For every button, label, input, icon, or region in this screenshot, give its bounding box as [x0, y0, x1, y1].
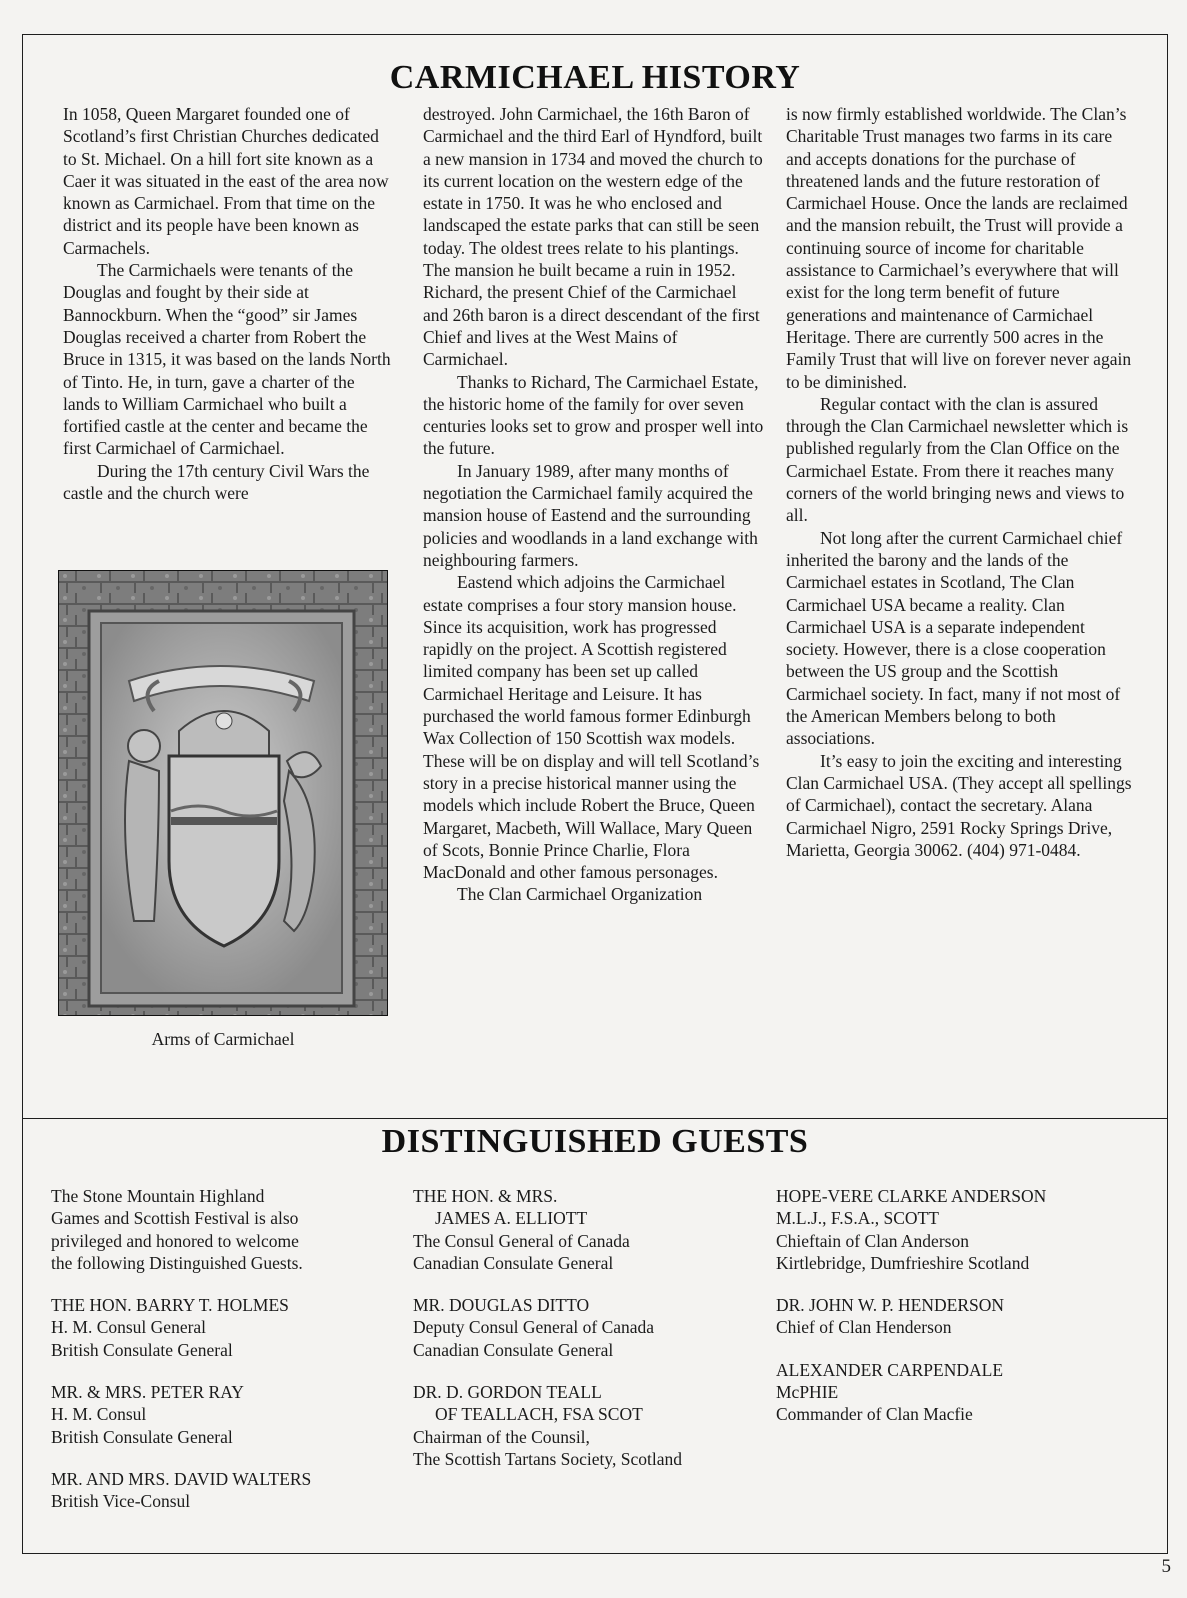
guest-line: McPHIE [776, 1382, 839, 1403]
section-divider [23, 1118, 1167, 1119]
history-column-1 [63, 103, 391, 504]
section-title-guests: DISTINGUISHED GUESTS [381, 1123, 809, 1160]
paragraph: Eastend which adjoins the Carmichael estate comprises a four story mansion house. Since its acquisition, work has progressed rapidly on the project. A Scottish registered limited company has been set up called Carmichael Heritage and Leisure. It has purchased the world famous former Edinburgh Wax Collection of 150 Scottish wax models. These will be on display and will tell Scotland’s story in a precise historical manner using the models which include Robert the Bruce, Queen Margaret, Macbeth, Will Wallace, Mary Queen of Scots, Bonnie Prince Charlie, Flora MacDonald and other famous personages. [423, 572, 760, 883]
guest-entry [776, 1294, 1146, 1339]
guest-line: Chairman of the Counsil, [413, 1426, 590, 1447]
guest-entry [413, 1381, 758, 1470]
guest-entry [413, 1185, 758, 1274]
guest-line: Commander of Clan Macfie [776, 1404, 973, 1425]
guest-line: The Scottish Tartans Society, Scotland [413, 1448, 683, 1469]
guests-column-2 [413, 1185, 758, 1490]
history-column-2 [423, 103, 765, 906]
paragraph: During the 17th century Civil Wars the castle and the church were [63, 460, 370, 504]
guest-line: HOPE-VERE CLARKE ANDERSON [776, 1186, 1047, 1206]
guest-line: DR. JOHN W. P. HENDERSON [776, 1295, 1005, 1316]
paragraph: Thanks to Richard, The Carmichael Estate, the historic home of the family for over seven centuries looks set to grow and prosper well into the future. [423, 371, 764, 459]
guest-entry [413, 1294, 758, 1361]
guest-line: DR. D. GORDON TEALL [413, 1382, 602, 1403]
guest-line: British Consulate General [51, 1426, 233, 1447]
guest-line: JAMES A. ELLIOTT [435, 1208, 588, 1229]
guest-entry [776, 1359, 1146, 1426]
paragraph: In January 1989, after many months of negotiation the Carmichael family acquired the mansion house of Eastend and the surrounding policies and woodlands in a land exchange with neighbouring farmers. [423, 460, 758, 570]
paragraph: Regular contact with the clan is assured through the Clan Carmichael newsletter which is published regularly from the Clan Office on the Carmichael Estate. From there it reaches many corners of the world bringing news and views to all. [786, 393, 1129, 526]
history-column-3 [786, 103, 1138, 861]
paragraph: destroyed. John Carmichael, the 16th Baron of Carmichael and the third Earl of Hyndford, built a new mansion in 1734 and moved the church to its current location on the western edge of the estate in 1750. It was he who enclosed and landscaped the estate parks that can still be seen today. The oldest trees relate to his plantings. The mansion he built became a ruin in 1952. Richard, the present Chief of the Carmichael and 26th baron is a direct descendant of the first Chief and lives at the West Mains of Carmichael. [423, 104, 763, 370]
page-number: 5 [1161, 1556, 1171, 1577]
paragraph: The Carmichaels were tenants of the Douglas and fought by their side at Bannockburn. When the “good” sir James Douglas received a charter from Robert the Bruce in 1315, it was based on the lands North of Tinto. He, in turn, gave a charter of the lands to William Carmichael who built a fortified castle at the center and became the first Carmichael of Carmichael. [63, 260, 391, 459]
guest-line: H. M. Consul General [51, 1317, 207, 1338]
guest-line: Games and Scottish Festival is also [51, 1208, 299, 1229]
arms-of-carmichael-photo [58, 570, 388, 1016]
guest-line: MR. AND MRS. DAVID WALTERS [51, 1468, 312, 1489]
guest-line: THE HON. & MRS. [413, 1186, 558, 1206]
guest-line: Chief of Clan Henderson [776, 1317, 952, 1338]
guest-line: OF TEALLACH, FSA SCOT [435, 1404, 643, 1425]
guest-line: THE HON. BARRY T. HOLMES [51, 1295, 289, 1316]
guest-entry [51, 1381, 381, 1448]
photo-caption: Arms of Carmichael [151, 1029, 295, 1049]
guest-line: M.L.J., F.S.A., SCOTT [776, 1208, 939, 1229]
guest-entry [51, 1185, 381, 1274]
page-frame [22, 34, 1168, 1554]
guest-line: Canadian Consulate General [413, 1339, 614, 1360]
guest-line: British Vice-Consul [51, 1491, 191, 1512]
section-title-history: CARMICHAEL HISTORY [389, 59, 801, 96]
guest-line: MR. & MRS. PETER RAY [51, 1382, 244, 1403]
paragraph: The Clan Carmichael Organization [457, 884, 703, 905]
guest-line: ALEXANDER CARPENDALE [776, 1359, 1004, 1380]
guest-line: MR. DOUGLAS DITTO [413, 1295, 590, 1316]
guests-column-1 [51, 1185, 381, 1533]
guest-entry [776, 1185, 1146, 1274]
guest-line: The Consul General of Canada [413, 1230, 630, 1251]
guest-line: H. M. Consul [51, 1404, 147, 1425]
guest-entry [51, 1468, 381, 1513]
guest-line: British Consulate General [51, 1339, 233, 1360]
guest-line: The Stone Mountain Highland [51, 1186, 265, 1206]
guest-line: Deputy Consul General of Canada [413, 1317, 655, 1338]
guest-line: Canadian Consulate General [413, 1252, 614, 1273]
guest-line: Kirtlebridge, Dumfrieshire Scotland [776, 1252, 1030, 1273]
guest-line: Chieftain of Clan Anderson [776, 1230, 969, 1251]
guests-column-3 [776, 1185, 1146, 1446]
paragraph: is now firmly established worldwide. The Clan’s Charitable Trust manages two farms in its care and accepts donations for the purchase of threatened lands and the future restoration of Carmichael House. Once the lands are reclaimed and the mansion rebuilt, the Trust will provide a continuing source of income for charitable assistance to Carmichael’s everywhere that will exist for the long term benefit of future generations and maintenance of Carmichael Heritage. There are currently 500 acres in the Family Trust that will live on forever never again to be diminished. [786, 104, 1132, 392]
guest-line: privileged and honored to welcome [51, 1230, 299, 1251]
paragraph: It’s easy to join the exciting and interesting Clan Carmichael USA. (They accept all spellings of Carmichael), contact the secretary. Alana Carmichael Nigro, 2591 Rocky Springs Drive, Marietta, Georgia 30062. (404) 971-0484. [786, 750, 1132, 860]
paragraph: In 1058, Queen Margaret founded one of Scotland’s first Christian Churches dedicated to St. Michael. On a hill fort site known as a Caer it was situated in the east of the area now known as Carmichael. From that time on the district and its people have been known as Carmachels. [63, 104, 389, 258]
guest-entry [51, 1294, 381, 1361]
paragraph: Not long after the current Carmichael chief inherited the barony and the lands of the Carmichael estates in Scotland, The Clan Carmichael USA became a reality. Clan Carmichael USA is a separate independent society. However, there is a close cooperation between the US group and the Scottish Carmichael society. In fact, many if not most of the American Members belong to both associations. [786, 527, 1123, 749]
guest-line: the following Distinguished Guests. [51, 1252, 303, 1273]
